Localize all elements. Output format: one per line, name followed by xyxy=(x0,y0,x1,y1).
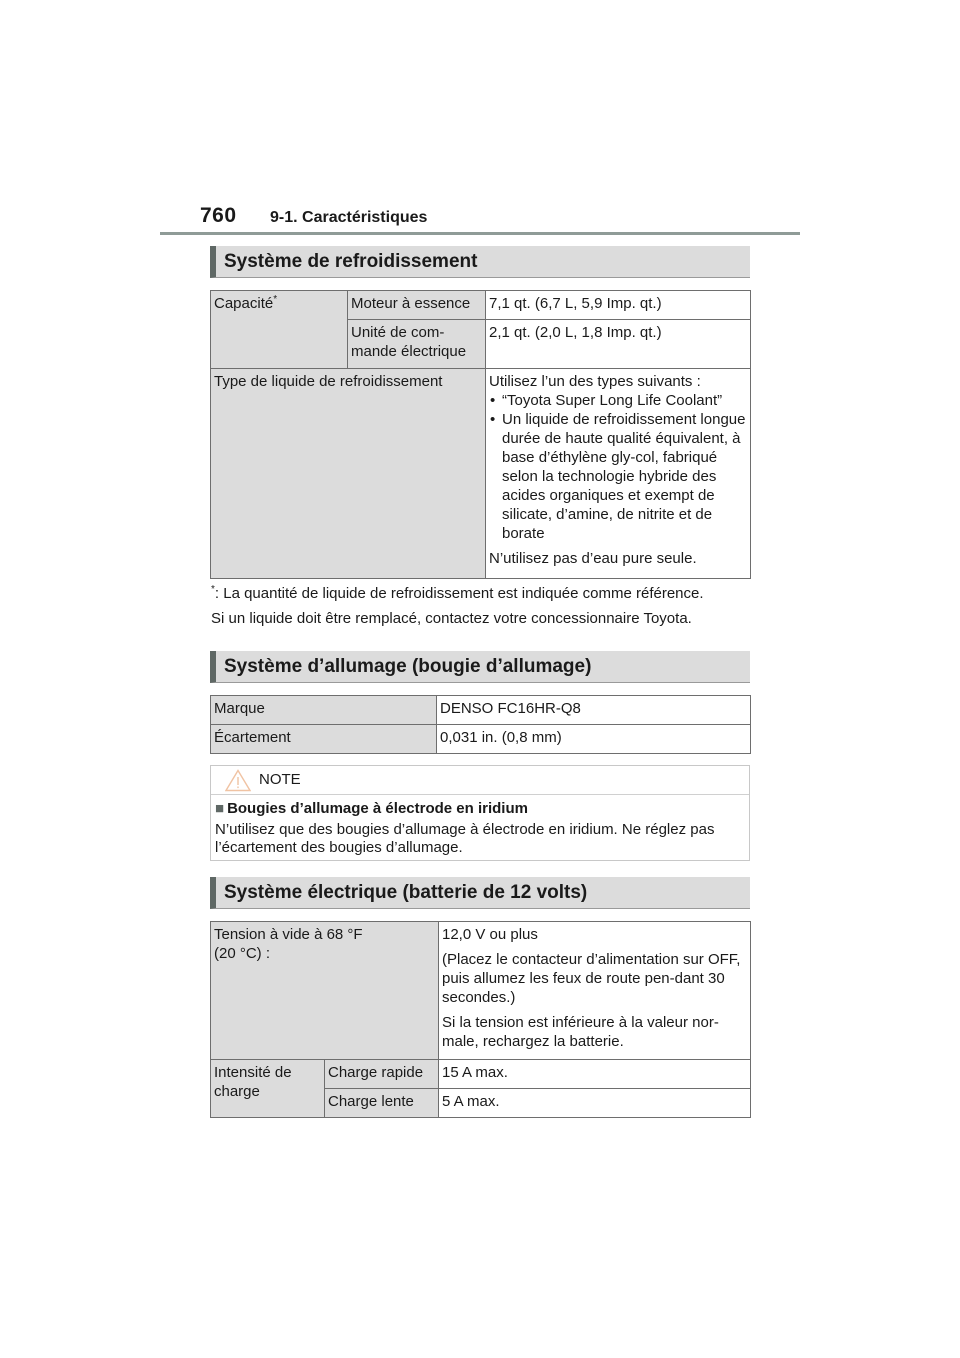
cooling-section-title: Système de refroidissement xyxy=(224,251,478,272)
electrical-spec-table xyxy=(210,921,751,1118)
list-item: • “Toyota Super Long Life Coolant” xyxy=(489,391,747,410)
coolant-type-intro: Utilisez l’un des types suivants : xyxy=(489,373,701,390)
page-header xyxy=(160,202,800,234)
brand-label: Marque xyxy=(211,696,437,725)
coolant-type-cell xyxy=(486,369,751,579)
slow-charge-label: Charge lente xyxy=(325,1089,439,1118)
note-label: NOTE xyxy=(259,771,301,788)
engine-value: 7,1 qt. (6,7 L, 5,9 Imp. qt.) xyxy=(486,291,751,320)
table-row xyxy=(211,369,751,579)
note-title-text: Bougies d’allumage à électrode en iridium xyxy=(227,800,528,817)
note-header xyxy=(211,766,749,795)
electrical-section-heading xyxy=(210,877,750,909)
note-text: N’utilisez que des bougies d’allumage à électrode en iridium. Ne réglez pas l’écartement des bougies d’allumage. xyxy=(215,821,715,856)
table-row xyxy=(211,696,751,725)
electrical-section-title: Système électrique (batterie de 12 volts) xyxy=(224,882,588,903)
coolant-type-label: Type de liquide de refroidissement xyxy=(211,369,486,579)
list-item: • Un liquide de refroidissement longue durée de haute qualité équivalent, à base d’éthylène gly-col, fabriqué selon la technologie hybride des acides organiques et exempt de silicate, d’amine, de nitrite et de borate xyxy=(489,410,747,543)
voltage-label: Tension à vide à 68 °F (20 °C) : xyxy=(211,922,439,1060)
engine-label: Moteur à essence xyxy=(348,291,486,320)
brand-value: DENSO FC16HR-Q8 xyxy=(437,696,751,725)
gap-value: 0,031 in. (0,8 mm) xyxy=(437,725,751,754)
slow-charge-value: 5 A max. xyxy=(439,1089,751,1118)
footnote-text: : La quantité de liquide de refroidissement est indiquée comme référence. xyxy=(214,585,704,602)
cooling-spec-table xyxy=(210,290,751,579)
ignition-spec-table xyxy=(210,695,751,754)
page-number: 760 xyxy=(200,204,237,227)
warning-triangle-icon xyxy=(225,769,251,792)
table-row xyxy=(211,291,751,320)
note-box xyxy=(210,765,750,861)
control-unit-label: Unité de com- mande électrique xyxy=(348,320,486,369)
capacity-label-cell xyxy=(211,291,348,369)
header-rule xyxy=(160,232,800,235)
chapter-section: 9-1. Caractéristiques xyxy=(270,209,428,226)
ignition-section-heading xyxy=(210,651,750,683)
note-title xyxy=(215,800,528,817)
replace-note: Si un liquide doit être remplacé, contactez votre concessionnaire Toyota. xyxy=(211,610,692,627)
table-row xyxy=(211,922,751,1060)
footnote-mark: * xyxy=(211,584,215,595)
coolant-type-list xyxy=(489,391,747,543)
capacity-label: Capacité xyxy=(214,295,274,312)
square-bullet-icon: ■ xyxy=(215,800,225,817)
table-row xyxy=(211,1060,751,1089)
coolant-type-outro: N’utilisez pas d’eau pure seule. xyxy=(489,550,697,567)
ignition-section-title: Système d’allumage (bougie d’allumage) xyxy=(224,656,592,677)
voltage-value: 12,0 V ou plus xyxy=(442,926,538,943)
fast-charge-label: Charge rapide xyxy=(325,1060,439,1089)
control-unit-value: 2,1 qt. (2,0 L, 1,8 Imp. qt.) xyxy=(486,320,751,369)
voltage-warning: Si la tension est inférieure à la valeur nor-male, rechargez la batterie. xyxy=(442,1014,719,1050)
capacity-footnote xyxy=(211,584,704,603)
gap-label: Écartement xyxy=(211,725,437,754)
fast-charge-value: 15 A max. xyxy=(439,1060,751,1089)
cooling-section-heading xyxy=(210,246,750,278)
charge-label: Intensité de charge xyxy=(211,1060,325,1118)
voltage-cell xyxy=(439,922,751,1060)
voltage-instruction: (Placez le contacteur d’alimentation sur OFF, puis allumez les feux de route pen-dant 30 secondes.) xyxy=(442,951,741,1006)
capacity-footnote-mark: * xyxy=(273,294,278,305)
table-row xyxy=(211,725,751,754)
